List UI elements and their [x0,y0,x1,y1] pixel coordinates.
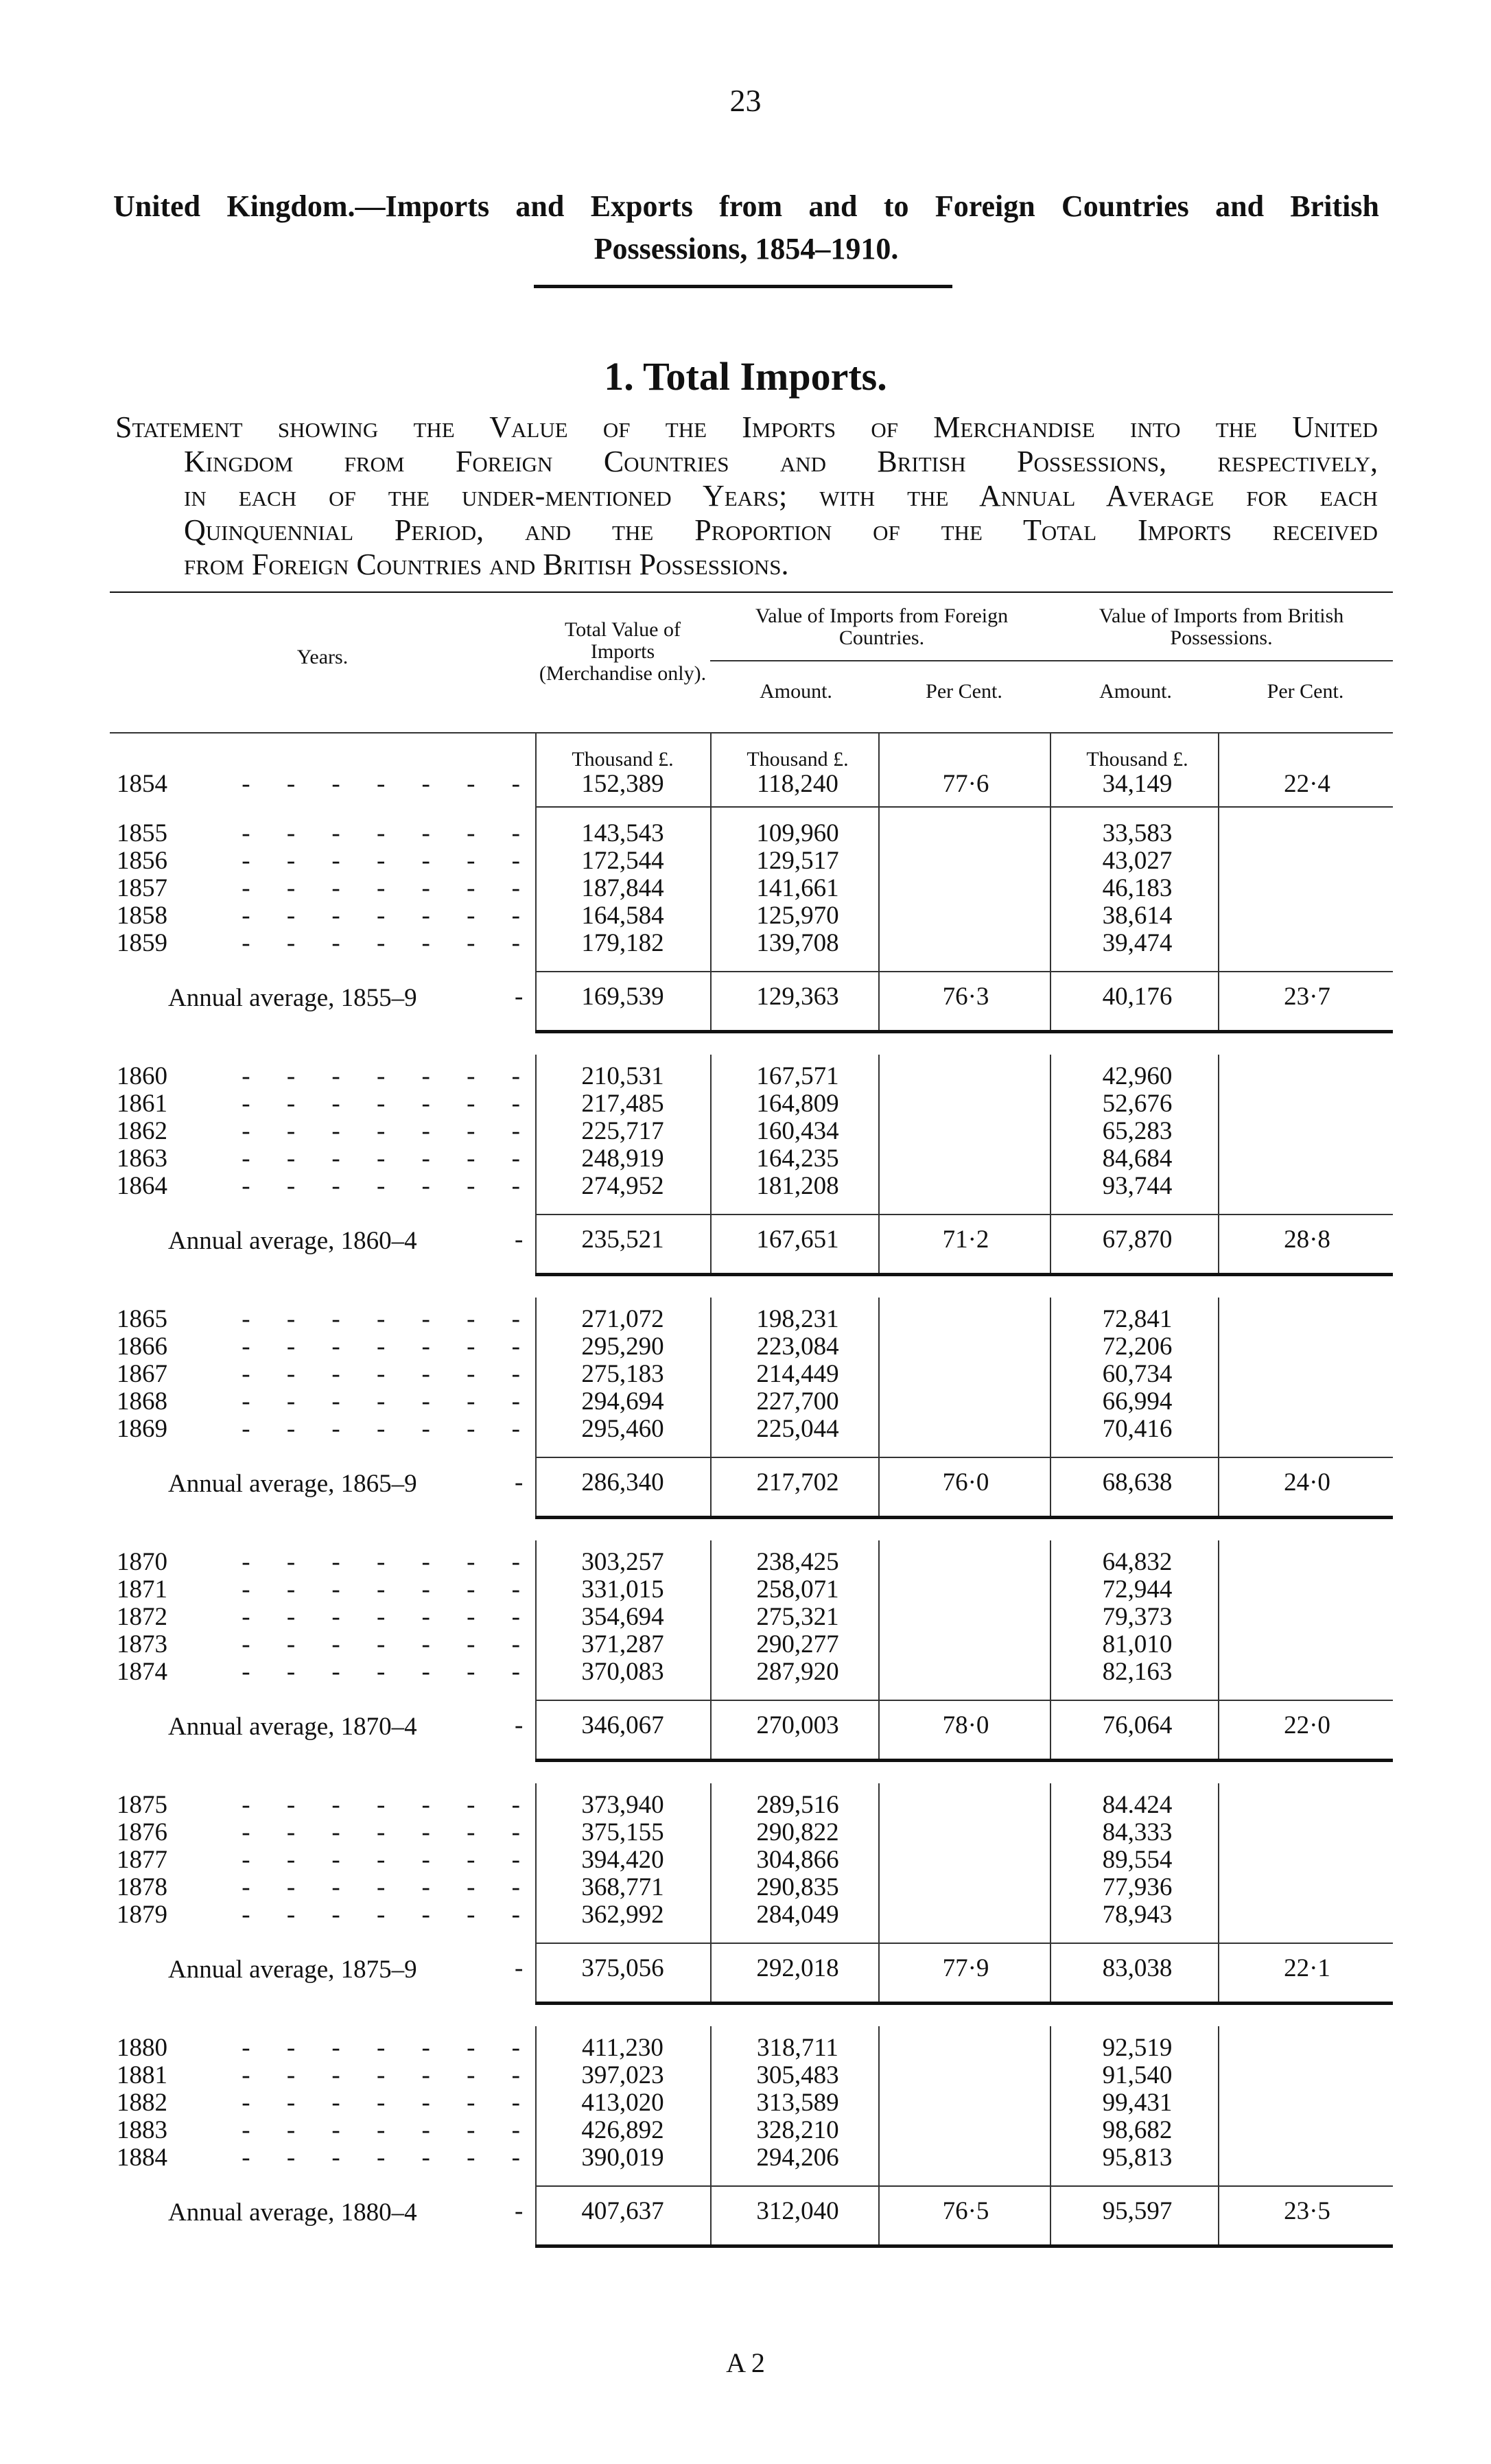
annual-average-label: Annual average, 1880–4 [168,2198,417,2227]
british-amount: 38,614 [1102,902,1173,930]
section-title: 1. Total Imports. [604,354,887,399]
average-rule [535,1943,1393,1944]
total-value: 248,919 [581,1145,664,1173]
year-label: 1855 [117,819,167,847]
leader-dash: - [515,1954,524,1982]
column-rule [535,1540,537,1759]
foreign-amount: 287,920 [756,1658,839,1686]
leader-dots: - - - - - - - [242,1575,535,1604]
british-amount: 33,583 [1102,819,1173,847]
column-rule [1050,1540,1051,1759]
leader-dots: - - - - - - - [242,1090,535,1118]
year-label: 1861 [117,1090,167,1118]
foreign-amount: 225,044 [756,1415,839,1443]
foreign-amount: 304,866 [756,1846,839,1874]
leader-dots: - - - - - - - [242,1415,535,1443]
total-value: 172,544 [581,847,664,875]
leader-dots: - - - - - - - [242,1658,535,1686]
column-rule [1218,812,1219,1030]
average-british-per-cent: 22·1 [1284,1954,1330,1982]
foreign-amount: 164,235 [756,1145,839,1173]
average-rule [535,1214,1393,1215]
foreign-amount: 258,071 [756,1575,839,1604]
annual-average-label: Annual average, 1855–9 [168,984,417,1012]
total-value: 303,257 [581,1548,664,1576]
total-value: 331,015 [581,1575,664,1604]
total-value: 217,485 [581,1090,664,1118]
total-value: 295,460 [581,1415,664,1443]
year-label: 1880 [117,2034,167,2062]
year-label: 1857 [117,874,167,902]
british-amount: 78,943 [1102,1901,1173,1929]
total-value: 274,952 [581,1172,664,1200]
column-rule [1050,2026,1051,2244]
total-value: 210,531 [581,1062,664,1090]
year-label: 1865 [117,1305,167,1333]
leader-dash: - [515,2197,524,2225]
foreign-amount: 289,516 [756,1791,839,1819]
british-amount: 93,744 [1102,1172,1173,1200]
column-rule [535,2026,537,2244]
year-label: 1863 [117,1145,167,1173]
column-rule [1050,1055,1051,1273]
statement-line: Statement showing the Value of the Imports of Merchandise into the United [115,410,1378,444]
foreign-amount: 290,835 [756,1873,839,1901]
column-rule [535,1783,537,2002]
british-amount: 89,554 [1102,1846,1173,1874]
header-subgroup-rule [710,660,1393,661]
total-value: 368,771 [581,1873,664,1901]
column-rule [1218,1540,1219,1759]
year-label: 1856 [117,847,167,875]
average-rule [535,2185,1393,2187]
foreign-per-cent: 77·6 [942,770,989,798]
british-amount: 46,183 [1102,874,1173,902]
british-amount: 99,431 [1102,2089,1173,2117]
total-value: 164,584 [581,902,664,930]
column-rule [878,1298,880,1516]
foreign-amount: 305,483 [756,2061,839,2089]
total-value: 375,155 [581,1818,664,1846]
leader-dots: - - - - - - - [242,819,535,847]
british-amount: 72,944 [1102,1575,1173,1604]
leader-dots: - - - - - - - [242,2034,535,2062]
average-foreign-per-cent: 76·3 [942,983,989,1011]
total-value: 152,389 [581,770,664,798]
average-british-amount: 40,176 [1102,983,1173,1011]
british-amount: 84,333 [1102,1818,1173,1846]
british-amount: 98,682 [1102,2116,1173,2144]
average-rule [535,806,1393,808]
column-rule [1218,2026,1219,2244]
leader-dots: - - - - - - - [242,1901,535,1929]
leader-dots: - - - - - - - [242,2144,535,2172]
leader-dots: - - - - - - - [242,1603,535,1631]
leader-dash: - [515,1225,524,1254]
title-line-2: Possessions, 1854–1910. [594,232,899,266]
year-label: 1867 [117,1360,167,1388]
imports-table [110,591,1393,2269]
column-rule [1050,1783,1051,2002]
column-rule [1218,1783,1219,2002]
british-amount: 34,149 [1102,770,1173,798]
total-value: 371,287 [581,1630,664,1658]
average-foreign-amount: 312,040 [756,2197,839,2225]
british-amount: 64,832 [1102,1548,1173,1576]
british-amount: 79,373 [1102,1603,1173,1631]
foreign-amount: 290,822 [756,1818,839,1846]
leader-dash: - [515,983,524,1011]
average-total: 375,056 [581,1954,664,1982]
average-foreign-per-cent: 76·0 [942,1468,989,1497]
table-top-rule [110,591,1393,593]
foreign-amount: 275,321 [756,1603,839,1631]
total-value: 411,230 [582,2034,664,2062]
unit-label: Thousand £. [572,748,674,771]
foreign-amount: 313,589 [756,2089,839,2117]
leader-dots: - - - - - - - [242,1791,535,1819]
british-amount: 42,960 [1102,1062,1173,1090]
total-value: 225,717 [581,1117,664,1145]
average-british-amount: 67,870 [1102,1225,1173,1254]
year-label: 1870 [117,1548,167,1576]
leader-dots: - - - - - - - [242,1387,535,1416]
british-amount: 92,519 [1102,2034,1173,2062]
total-value: 143,543 [581,819,664,847]
british-amount: 77,936 [1102,1873,1173,1901]
year-label: 1858 [117,902,167,930]
title-line-1: United Kingdom.—Imports and Exports from and to Foreign Countries and British [113,189,1379,223]
average-total: 169,539 [581,983,664,1011]
leader-dots: - - - - - - - [242,1333,535,1361]
british-amount: 52,676 [1102,1090,1173,1118]
british-per-cent: 22·4 [1284,770,1330,798]
header-british-per-cent: Per Cent. [1267,680,1344,703]
british-amount: 65,283 [1102,1117,1173,1145]
total-value: 187,844 [581,874,664,902]
leader-dots: - - - - - - - [242,1873,535,1901]
year-label: 1869 [117,1415,167,1443]
year-label: 1872 [117,1603,167,1631]
foreign-amount: 198,231 [756,1305,839,1333]
foreign-amount: 328,210 [756,2116,839,2144]
year-label: 1881 [117,2061,167,2089]
british-amount: 72,841 [1102,1305,1173,1333]
leader-dots: - - - - - - - [242,902,535,930]
column-rule [710,1783,712,2002]
year-label: 1882 [117,2089,167,2117]
header-total-value: Total Value of Imports (Merchandise only). [539,618,707,685]
leader-dots: - - - - - - - [242,2089,535,2117]
year-label: 1878 [117,1873,167,1901]
header-british-amount: Amount. [1099,680,1172,703]
leader-dots: - - - - - - - [242,1117,535,1145]
leader-dots: - - - - - - - [242,1062,535,1090]
foreign-amount: 294,206 [756,2144,839,2172]
total-value: 295,290 [581,1333,664,1361]
average-total: 235,521 [581,1225,664,1254]
signature-mark: A 2 [726,2347,765,2378]
group-separator-rule [535,1516,1393,1519]
year-label: 1854 [117,770,167,798]
column-rule [878,1540,880,1759]
year-label: 1860 [117,1062,167,1090]
leader-dots: - - - - - - - [242,1145,535,1173]
column-rule [1218,1055,1219,1273]
column-rule [878,812,880,1030]
average-foreign-amount: 129,363 [756,983,839,1011]
average-foreign-per-cent: 71·2 [942,1225,989,1254]
average-british-amount: 76,064 [1102,1711,1173,1739]
leader-dots: - - - - - - - [242,1305,535,1333]
foreign-amount: 160,434 [756,1117,839,1145]
total-value: 390,019 [581,2144,664,2172]
total-value: 362,992 [581,1901,664,1929]
column-rule [710,2026,712,2244]
statement-line: Quinquennial Period, and the Proportion of the Total Imports received [184,513,1378,547]
page-number: 23 [729,83,762,118]
column-rule [710,812,712,1030]
average-british-per-cent: 23·5 [1284,2197,1330,2225]
year-label: 1877 [117,1846,167,1874]
total-value: 413,020 [581,2089,664,2117]
annual-average-label: Annual average, 1875–9 [168,1956,417,1984]
year-label: 1873 [117,1630,167,1658]
leader-dash: - [515,1711,524,1739]
foreign-amount: 164,809 [756,1090,839,1118]
average-british-per-cent: 22·0 [1284,1711,1330,1739]
average-foreign-amount: 292,018 [756,1954,839,1982]
foreign-amount: 118,240 [757,770,838,798]
title-rule [534,285,952,288]
leader-dots: - - - - - - - [242,2061,535,2089]
average-foreign-per-cent: 78·0 [942,1711,989,1739]
total-value: 394,420 [581,1846,664,1874]
group-separator-rule [535,1030,1393,1033]
annual-average-label: Annual average, 1870–4 [168,1713,417,1741]
british-amount: 82,163 [1102,1658,1173,1686]
average-foreign-amount: 217,702 [756,1468,839,1497]
year-label: 1868 [117,1387,167,1416]
foreign-amount: 227,700 [756,1387,839,1416]
column-rule [535,1298,537,1516]
british-amount: 81,010 [1102,1630,1173,1658]
header-foreign-per-cent: Per Cent. [926,680,1002,703]
column-rule [878,2026,880,2244]
year-label: 1864 [117,1172,167,1200]
average-total: 407,637 [581,2197,664,2225]
total-value: 397,023 [581,2061,664,2089]
british-amount: 84.424 [1102,1791,1173,1819]
year-label: 1875 [117,1791,167,1819]
header-bottom-rule [110,732,1393,734]
british-amount: 95,813 [1102,2144,1173,2172]
total-value: 271,072 [581,1305,664,1333]
average-foreign-amount: 167,651 [756,1225,839,1254]
unit-label: Thousand £. [747,748,849,771]
year-label: 1874 [117,1658,167,1686]
average-british-per-cent: 24·0 [1284,1468,1330,1497]
header-british-group: Value of Imports from British Possessions. [1099,605,1344,649]
foreign-amount: 167,571 [756,1062,839,1090]
total-value: 426,892 [581,2116,664,2144]
column-rule [1050,812,1051,1030]
average-rule [535,971,1393,972]
column-rule [710,1298,712,1516]
average-british-amount: 95,597 [1102,2197,1173,2225]
year-label: 1866 [117,1333,167,1361]
column-rule [1218,1298,1219,1516]
average-british-per-cent: 28·8 [1284,1225,1330,1254]
total-value: 275,183 [581,1360,664,1388]
column-rule [878,1055,880,1273]
average-total: 286,340 [581,1468,664,1497]
group-separator-rule [535,1273,1393,1276]
foreign-amount: 139,708 [756,929,839,957]
header-years: Years. [296,646,349,668]
statement-line: in each of the under-mentioned Years; with the Annual Average for each [184,479,1378,513]
column-rule [710,1055,712,1273]
group-separator-rule [535,2002,1393,2005]
british-amount: 72,206 [1102,1333,1173,1361]
british-amount: 91,540 [1102,2061,1173,2089]
average-rule [535,1457,1393,1458]
statement-line: from Foreign Countries and British Possessions. [184,548,789,581]
british-amount: 70,416 [1102,1415,1173,1443]
annual-average-label: Annual average, 1860–4 [168,1227,417,1255]
total-value: 294,694 [581,1387,664,1416]
total-value: 370,083 [581,1658,664,1686]
average-british-amount: 68,638 [1102,1468,1173,1497]
average-foreign-per-cent: 76·5 [942,2197,989,2225]
year-label: 1871 [117,1575,167,1604]
leader-dots: - - - - - - - [242,874,535,902]
column-rule [535,812,537,1030]
average-total: 346,067 [581,1711,664,1739]
british-amount: 43,027 [1102,847,1173,875]
leader-dots: - - - - - - - [242,929,535,957]
british-amount: 60,734 [1102,1360,1173,1388]
foreign-amount: 109,960 [756,819,839,847]
group-separator-rule [535,1759,1393,1762]
statement-line: Kingdom from Foreign Countries and British Possessions, respectively, [184,445,1378,478]
foreign-amount: 238,425 [756,1548,839,1576]
leader-dots: - - - - - - - [242,1172,535,1200]
year-label: 1884 [117,2144,167,2172]
unit-label: Thousand £. [1086,748,1188,771]
foreign-amount: 141,661 [756,874,839,902]
average-british-amount: 83,038 [1102,1954,1173,1982]
british-amount: 66,994 [1102,1387,1173,1416]
foreign-amount: 125,970 [756,902,839,930]
year-label: 1876 [117,1818,167,1846]
page-title [113,185,1379,270]
foreign-amount: 290,277 [756,1630,839,1658]
british-amount: 39,474 [1102,929,1173,957]
leader-dots: - - - - - - - [242,1818,535,1846]
leader-dots: - - - - - - - [242,770,535,798]
year-label: 1879 [117,1901,167,1929]
foreign-amount: 223,084 [756,1333,839,1361]
average-british-per-cent: 23·7 [1284,983,1330,1011]
total-value: 373,940 [581,1791,664,1819]
group-separator-rule [535,2244,1393,2248]
leader-dots: - - - - - - - [242,1846,535,1874]
british-amount: 84,684 [1102,1145,1173,1173]
column-rule [535,1055,537,1273]
foreign-amount: 214,449 [756,1360,839,1388]
column-rule [1050,1298,1051,1516]
header-foreign-group: Value of Imports from Foreign Countries. [755,605,1009,649]
foreign-amount: 181,208 [756,1172,839,1200]
leader-dots: - - - - - - - [242,1630,535,1658]
year-label: 1859 [117,929,167,957]
total-value: 354,694 [581,1603,664,1631]
average-foreign-amount: 270,003 [756,1711,839,1739]
average-rule [535,1700,1393,1701]
annual-average-label: Annual average, 1865–9 [168,1470,417,1498]
column-rule [710,1540,712,1759]
year-label: 1862 [117,1117,167,1145]
header-foreign-amount: Amount. [760,680,832,703]
average-foreign-per-cent: 77·9 [942,1954,989,1982]
statement-paragraph [115,410,1378,582]
foreign-amount: 318,711 [757,2034,838,2062]
leader-dots: - - - - - - - [242,1360,535,1388]
foreign-amount: 129,517 [756,847,839,875]
leader-dots: - - - - - - - [242,847,535,875]
leader-dots: - - - - - - - [242,2116,535,2144]
leader-dots: - - - - - - - [242,1548,535,1576]
total-value: 179,182 [581,929,664,957]
column-rule [878,1783,880,2002]
year-label: 1883 [117,2116,167,2144]
foreign-amount: 284,049 [756,1901,839,1929]
leader-dash: - [515,1468,524,1497]
